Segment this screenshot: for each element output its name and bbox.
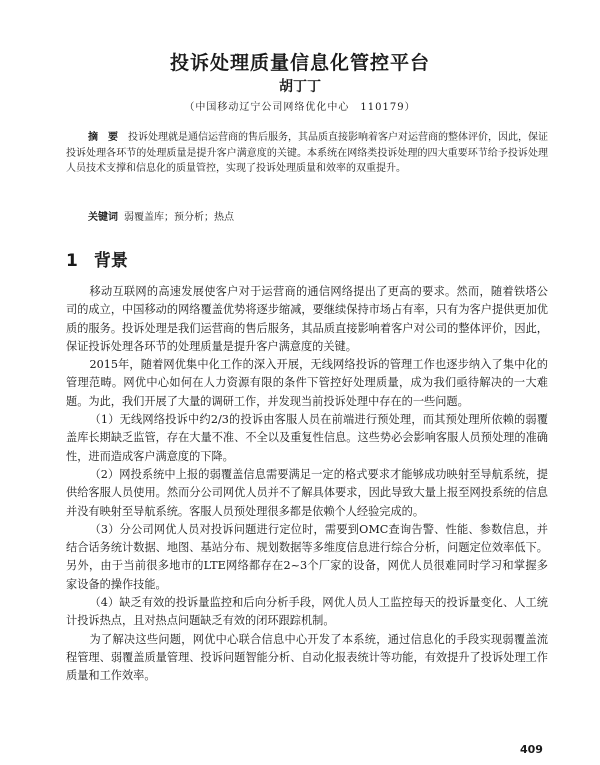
- abstract-label: 摘 要: [88, 132, 118, 143]
- section-heading: [66, 246, 128, 271]
- section-title: 背景: [93, 251, 128, 271]
- paper-title: 投诉处理质量信息化管控平台: [169, 52, 430, 74]
- body-paragraph: （1）无线网络投诉中约2/3的投诉由客服人员在前端进行预处理，而其预处理所依赖的弱覆盖库长期缺乏监管，存在大量不准、不全以及重复性信息。这些势必会影响客服人员预处理的准确性，进而造成客户满意度的下降。: [66, 413, 548, 463]
- body-paragraph: （4）缺乏有效的投诉量监控和后向分析手段，网优人员人工监控每天的投诉量变化、人工统计投诉热点，且对热点问题缺乏有效的闭环跟踪机制。: [66, 596, 548, 628]
- abstract-block: [66, 130, 548, 177]
- paper-affiliation: （中国移动辽宁公司网络优化中心 110179）: [184, 102, 416, 113]
- page-number: 409: [520, 743, 543, 756]
- keywords-label: 关键词: [88, 212, 118, 223]
- paper-author: 胡丁丁: [279, 79, 321, 95]
- body-paragraph: 移动互联网的高速发展使客户对于运营商的通信网络提出了更高的要求。然而，随着铁塔公司的成立，中国移动的网络覆盖优势将逐步缩减，要继续保持市场占有率，只有为客户提供更加优质的服务。投诉处理是我们运营商的售后服务，其品质直接影响着客户对公司的整体评价，因此，保证投诉处理各环节的处理质量是提升客户满意度的关键。: [66, 285, 548, 353]
- keywords-block: [88, 208, 548, 223]
- keywords-text: 弱覆盖库；预分析；热点: [124, 212, 234, 223]
- body-text: [66, 283, 548, 686]
- body-paragraph: 2015年，随着网优集中化工作的深入开展，无线网络投诉的管理工作也逐步纳入了集中化的管理范畴。网优中心如何在人力资源有限的条件下管控好处理质量，成为我们亟待解决的一大难题。为此，我们开展了大量的调研工作，并发现当前投诉处理中存在的一些问题。: [66, 358, 548, 408]
- section-number: 1: [66, 251, 78, 271]
- abstract-text: 投诉处理就是通信运营商的售后服务，其品质直接影响着客户对运营商的整体评价，因此，保证投诉处理各环节的处理质量是提升客户满意度的关键。本系统在网络类投诉处理的四大重要环节给予投诉处理人员技术支撑和信息化的质量管控，实现了投诉处理质量和效率的双重提升。: [66, 132, 548, 174]
- body-paragraph: （2）网投系统中上报的弱覆盖信息需要满足一定的格式要求才能够成功映射至导航系统，提供给客服人员使用。然而分公司网优人员并不了解具体要求，因此导致大量上报至网投系统的信息并没有映射至导航系统。客服人员预处理很多都是依赖个人经验完成的。: [66, 467, 548, 518]
- body-paragraph: 为了解决这些问题，网优中心联合信息中心开发了本系统，通过信息化的手段实现弱覆盖流程管理、弱覆盖质量管理、投诉问题智能分析、自动化报表统计等功能，有效提升了投诉处理工作质量和工作效率。: [66, 632, 548, 683]
- body-paragraph: （3）分公司网优人员对投诉问题进行定位时，需要到OMC查询告警、性能、参数信息，并结合话务统计数据、地图、基站分布、规划数据等多维度信息进行综合分析，问题定位效率低下。另外，由于当前很多地市的LTE网络都存在2~3个厂家的设备，网优人员很难同时学习和掌握多家设备的操作技能。: [66, 522, 548, 591]
